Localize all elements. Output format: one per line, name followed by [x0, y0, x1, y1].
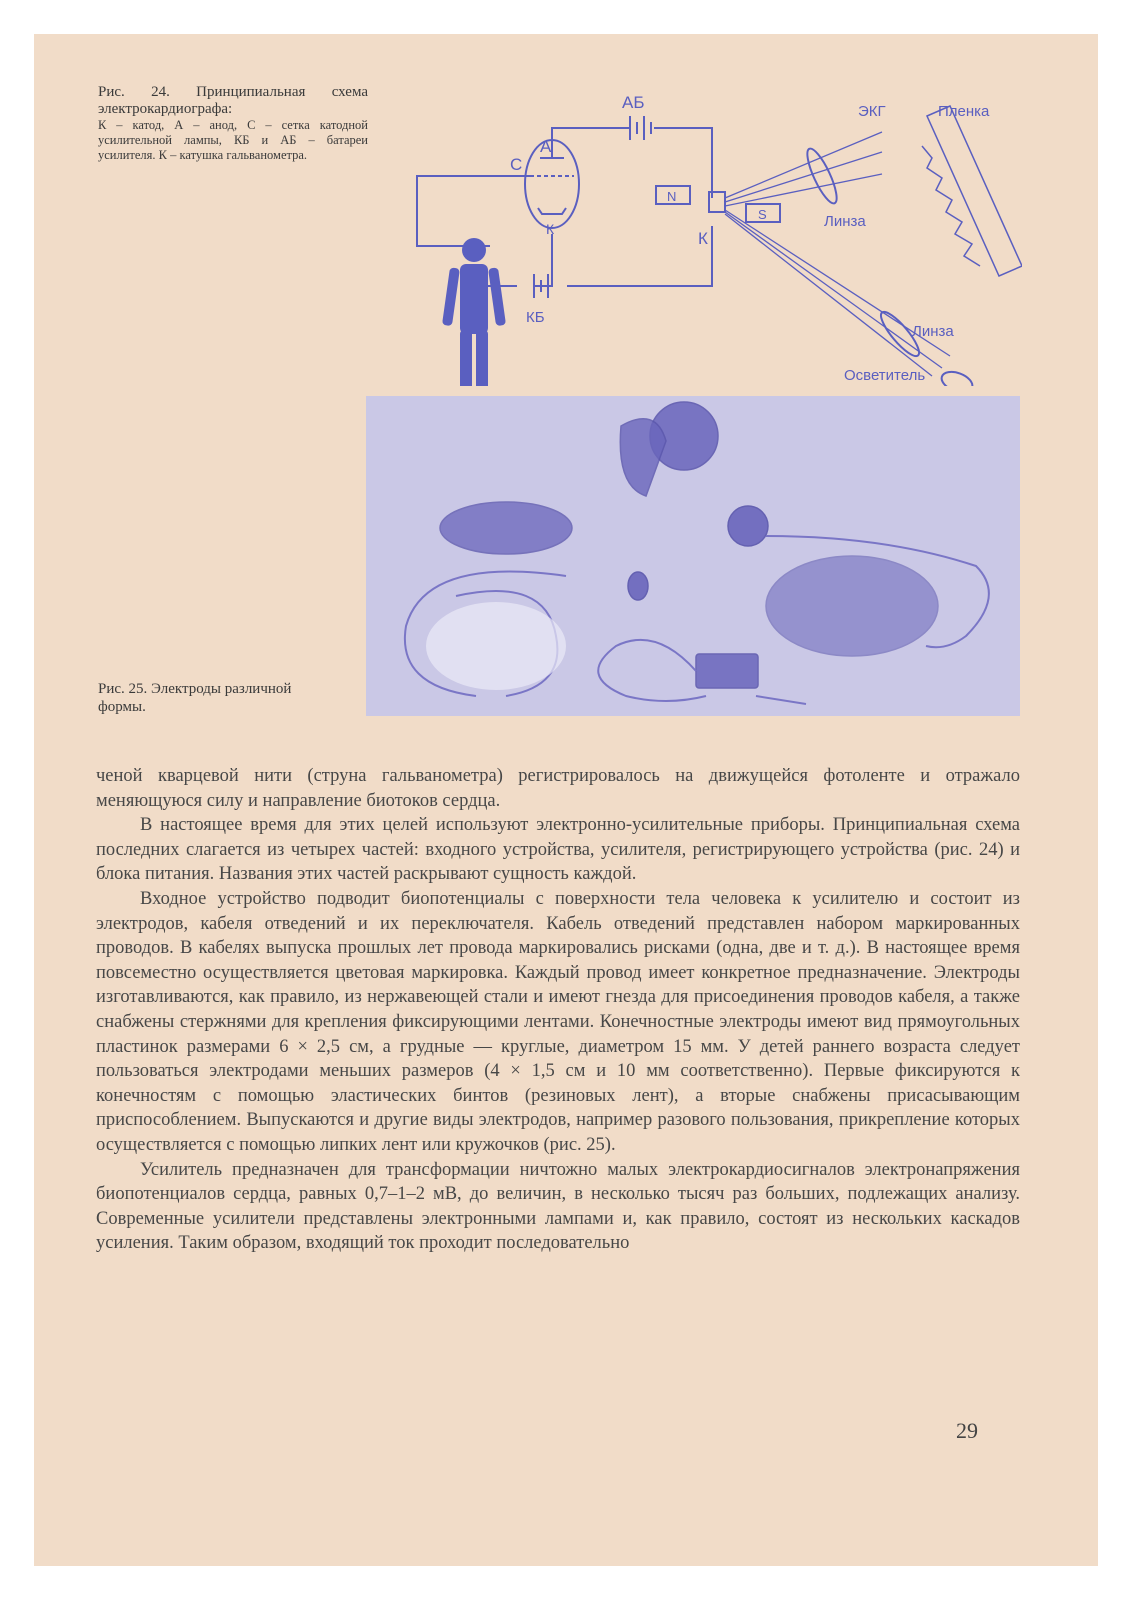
paragraph: Входное устройство подводит биопотенциалы с поверхности тела человека к усилителю и состоит из электродов, кабеля отведений и их переключателя. Кабель отведений представлен набором маркированных проводов. В кабелях выпуска прошлых лет провода маркировались рисками (одна, две и т. д.). В настоящее время повсеместно осуществляется цветовая маркировка. Каждый провод имеет конкретное предназначение. Электроды изготавливаются, как правило, из нержавеющей стали и имеют гнезда для присоединения проводов кабеля, а также снабжены стержнями для крепления фиксирующими лентами. Конечностные электроды имеют вид прямоугольных пластинок размерами 6 × 2,5 см, а грудные — круглые, диаметром 15 мм. У детей раннего возраста следует пользоваться электродами меньших размеров (4 × 1,5 см и 10 мм соответственно). Первые фиксируются к конечностям с помощью эластических бинтов (резиновых лент), а вторые снабжены присасывающим приспособлением. Выпускаются и другие виды электродов, например разового пользования, прикрепление которых осуществляется с помощью липких лент или кружочков (рис. 25). [96, 888, 1020, 1155]
ray [725, 212, 942, 368]
figure-25-caption: Рис. 25. Электроды различной формы. [98, 681, 292, 715]
plate-electrode [696, 654, 758, 688]
paragraph: В настоящее время для этих целей используют электронно-усилительные приборы. Принципиальная схема последних слагается из четырех частей: входного устройства, усилителя, регистрирующего устройства (рис. 24) и блока питания. Названия этих частей раскрывают сущность каждой. [96, 815, 1020, 885]
page-number: 29 [956, 1418, 978, 1443]
ecg-trace [922, 146, 980, 266]
wire-bottom-right [567, 226, 712, 286]
figure-24-caption-body: К – катод, А – анод, С – сетка катодной усилительной лампы, КБ и АБ – батареи усилителя. К – катушка гальванометра. [98, 118, 368, 162]
bulb-cap [728, 506, 768, 546]
label-anode: А [540, 137, 552, 156]
label-ekg: ЭКГ [858, 103, 886, 120]
paragraph: ченой кварцевой нити (струна гальванометра) регистрировалось на движущейся фотоленте и отражало меняющуюся силу и направление биотоков сердца. [96, 766, 1020, 811]
label-grid: С [510, 155, 523, 174]
label-magnet-n: N [667, 189, 677, 204]
wire-left [417, 176, 530, 246]
label-magnet-s: S [758, 207, 767, 222]
wire-top-right [654, 128, 712, 198]
figure-24-caption [98, 84, 368, 163]
ray [725, 152, 882, 202]
human-figure [442, 238, 506, 386]
label-lens-lower: Линза [912, 323, 954, 340]
label-coil: К [698, 229, 708, 248]
rubber-bulb [766, 556, 938, 656]
ray [725, 174, 882, 206]
small-electrode [628, 572, 648, 600]
figure-24-caption-title: Рис. 24. Принципиальная схема электрокардиографа: [98, 84, 368, 117]
ray [725, 214, 932, 376]
ray [725, 132, 882, 198]
label-ab: АБ [622, 93, 645, 112]
lamp-bulb [939, 368, 975, 386]
label-lens-upper: Линза [824, 213, 866, 230]
label-film: Пленка [938, 103, 990, 120]
body-text [96, 764, 1020, 1256]
flat-electrode [440, 502, 572, 554]
figure-24-schematic [402, 86, 1022, 386]
tube-cathode [538, 208, 566, 214]
gauze-pad [426, 602, 566, 690]
label-cathode: К [546, 221, 555, 237]
label-kb: КБ [526, 309, 545, 326]
film-strip [927, 106, 1022, 276]
label-lamp: Осветитель [844, 367, 926, 384]
figure-25-photo [366, 396, 1020, 716]
paragraph: Усилитель предназначен для трансформации ничтожно малых электрокардиосигналов электронапряжения биопотенциалов сердца, равных 0,7–1–2 мВ, до величин, в несколько тысяч раз больших, подлежащих анализу. Современные усилители представлены электронными лампами и, как правило, состоят из нескольких каскадов усиления. Таким образом, входящий ток проходит последовательно [96, 1159, 1020, 1254]
wire-bottom [534, 234, 552, 286]
book-page [34, 34, 1098, 1566]
